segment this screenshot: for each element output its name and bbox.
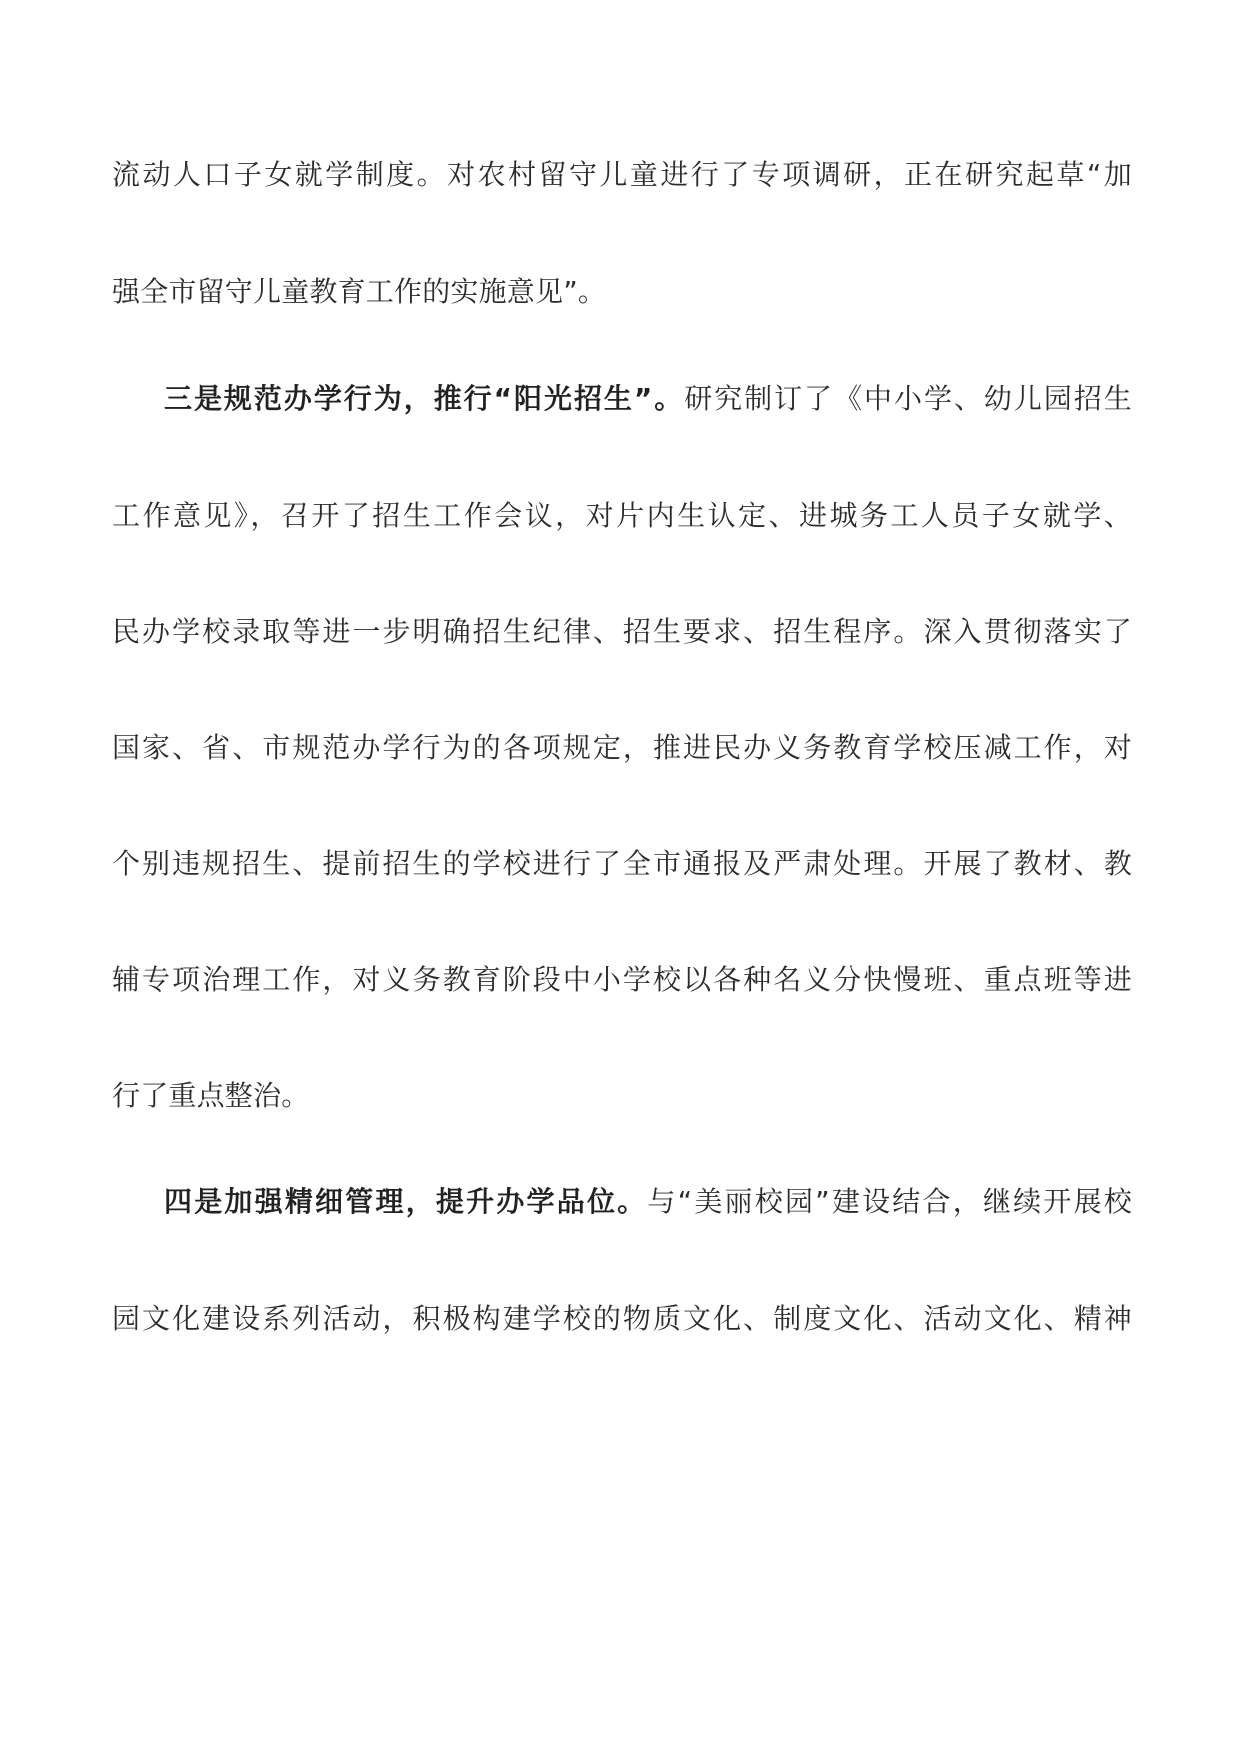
paragraph-line: 流动人口子女就学制度。对农村留守儿童进行了专项调研，正在研究起草“加 [112,158,1132,191]
paragraph-first-line [164,1180,1132,1224]
paragraph-line: 工作意见》，召开了招生工作会议，对片内生认定、进城务工人员子女就学、 [112,499,1132,532]
paragraph-text: 与“美丽校园”建设结合，继续开展校 [647,1185,1132,1218]
paragraph-text: 研究制订了《中小学、幼儿园招生 [684,382,1132,415]
paragraph-line: 民办学校录取等进一步明确招生纪律、招生要求、招生程序。深入贯彻落实了 [112,615,1132,648]
paragraph-line: 强全市留守儿童教育工作的实施意见”。 [112,275,607,308]
paragraph-heading: 四是加强精细管理，提升办学品位。 [164,1185,648,1218]
paragraph-line: 国家、省、市规范办学行为的各项规定，推进民办义务教育学校压减工作，对 [112,731,1132,764]
paragraph-line: 行了重点整治。 [112,1079,310,1112]
paragraph-line: 个别违规招生、提前招生的学校进行了全市通报及严肃处理。开展了教材、教 [112,847,1132,880]
paragraph-heading: 三是规范办学行为，推行“阳光招生”。 [164,382,685,415]
paragraph-line: 园文化建设系列活动，积极构建学校的物质文化、制度文化、活动文化、精神 [112,1302,1132,1335]
paragraph-line: 辅专项治理工作，对义务教育阶段中小学校以各种名义分快慢班、重点班等进 [112,963,1132,996]
paragraph-first-line [164,377,1132,421]
